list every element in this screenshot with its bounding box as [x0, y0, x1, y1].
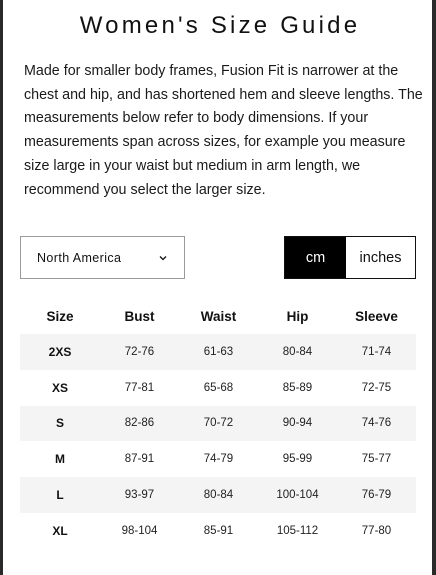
unit-cm-button[interactable]: cm: [285, 237, 346, 278]
waist-cell: 70-72: [179, 406, 258, 442]
size-cell: L: [20, 477, 100, 513]
page-title: Women's Size Guide: [79, 12, 361, 39]
table-header-row: [20, 298, 416, 334]
hip-cell: 105-112: [276, 524, 319, 537]
waist-cell: 61-63: [179, 334, 258, 370]
unit-toggle: [284, 236, 416, 279]
bust-cell: 98-104: [121, 524, 158, 537]
header-sleeve: Sleeve: [355, 308, 398, 324]
bust-cell: 72-76: [100, 334, 179, 370]
size-cell: XS: [51, 380, 68, 395]
sleeve-cell: 76-79: [337, 477, 416, 513]
header-size: Size: [46, 308, 74, 324]
size-guide-page: [3, 0, 432, 575]
waist-cell: 80-84: [179, 477, 258, 513]
hip-cell: 90-94: [258, 406, 337, 442]
hip-cell: 80-84: [258, 334, 337, 370]
region-dropdown[interactable]: [20, 236, 185, 279]
header-bust: Bust: [124, 308, 155, 324]
waist-cell: 85-91: [203, 524, 234, 537]
hip-cell: 85-89: [282, 381, 313, 394]
table-row: [20, 477, 416, 513]
table-row: [20, 334, 416, 370]
size-cell: S: [20, 406, 100, 442]
header-waist: Waist: [200, 308, 237, 324]
bust-cell: 77-81: [124, 381, 155, 394]
table-row: [20, 441, 416, 477]
table-row: [20, 370, 416, 406]
hip-cell: 95-99: [282, 453, 313, 466]
sleeve-cell: 77-80: [361, 524, 392, 537]
sleeve-cell: 71-74: [337, 334, 416, 370]
size-cell: XL: [52, 523, 68, 538]
table-row: [20, 513, 416, 549]
bust-cell: 87-91: [124, 453, 155, 466]
sleeve-cell: 74-76: [337, 406, 416, 442]
size-cell: 2XS: [20, 334, 100, 370]
region-selected-value: North America: [37, 250, 122, 265]
size-chart-table: [20, 298, 416, 549]
sleeve-cell: 72-75: [361, 381, 392, 394]
size-cell: M: [55, 452, 65, 467]
bust-cell: 93-97: [100, 477, 179, 513]
chevron-down-icon: [157, 252, 169, 264]
right-frame-edge: [432, 0, 436, 575]
header-hip: Hip: [286, 308, 309, 324]
waist-cell: 65-68: [203, 381, 234, 394]
sleeve-cell: 75-77: [361, 453, 392, 466]
unit-inches-button[interactable]: inches: [346, 237, 415, 278]
bust-cell: 82-86: [100, 406, 179, 442]
hip-cell: 100-104: [258, 477, 337, 513]
waist-cell: 74-79: [203, 453, 234, 466]
table-row: [20, 406, 416, 442]
fit-description: Made for smaller body frames, Fusion Fit is narrower at the chest and hip, and has shortened hem and sleeve lengths. The measurements below refer to body dimensions. If your measurements span across sizes, for example you measure size large in your waist but medium in arm length, we recommend you select the larger size.: [24, 63, 423, 198]
